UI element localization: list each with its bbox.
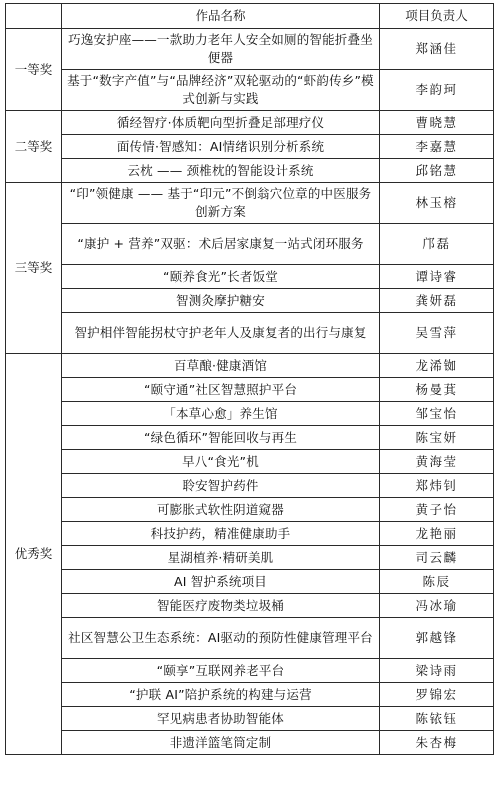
- project-title: 社区智慧公卫生态系统：AI驱动的预防性健康管理平台: [62, 618, 380, 659]
- project-title: “颐养食光”长者饭堂: [62, 265, 380, 289]
- project-title: 可膨胀式软性阴道窥器: [62, 498, 380, 522]
- table-row: [6, 159, 494, 183]
- table-row: [6, 224, 494, 265]
- project-title: 云枕 —— 颈椎枕的智能设计系统: [62, 159, 380, 183]
- header-title: 作品名称: [62, 4, 380, 29]
- project-owner: 龙艳丽: [380, 522, 494, 546]
- table-row: [6, 731, 494, 755]
- award-level-second: 二等奖: [6, 111, 62, 183]
- table-row: [6, 265, 494, 289]
- project-title: “印”领健康 —— 基于“印元”不倒翁穴位章的中医服务创新方案: [62, 183, 380, 224]
- project-owner: 陈辰: [380, 570, 494, 594]
- table-row: [6, 70, 494, 111]
- project-owner: 李嘉慧: [380, 135, 494, 159]
- project-title: “康护 + 营养”双驱：术后居家康复一站式闭环服务: [62, 224, 380, 265]
- project-owner: 梁诗雨: [380, 659, 494, 683]
- project-owner: 谭诗睿: [380, 265, 494, 289]
- table-row: [6, 135, 494, 159]
- table-row: [6, 289, 494, 313]
- project-owner: 陈宝妍: [380, 426, 494, 450]
- project-owner: 司云麟: [380, 546, 494, 570]
- project-owner: 曹晓慧: [380, 111, 494, 135]
- project-title: 非遗洋篮笔筒定制: [62, 731, 380, 755]
- table-row: [6, 474, 494, 498]
- table-row: [6, 354, 494, 378]
- project-title: “护联 AI”陪护系统的构建与运营: [62, 683, 380, 707]
- project-title: 智测灸摩护糖安: [62, 289, 380, 313]
- project-title: 巧逸安护座——一款助力老年人安全如厕的智能折叠坐便器: [62, 29, 380, 70]
- award-level-first: 一等奖: [6, 29, 62, 111]
- project-owner: 龚妍磊: [380, 289, 494, 313]
- table-row: [6, 707, 494, 731]
- award-level-third: 三等奖: [6, 183, 62, 354]
- project-owner: 冯冰瑜: [380, 594, 494, 618]
- project-title: 基于“数字产值”与“品牌经济”双轮驱动的“虾韵传乡”模式创新与实践: [62, 70, 380, 111]
- table-row: [6, 618, 494, 659]
- project-title: “颐享”互联网养老平台: [62, 659, 380, 683]
- table-row: [6, 522, 494, 546]
- project-owner: 陈铱钰: [380, 707, 494, 731]
- header-owner: 项目负责人: [380, 4, 494, 29]
- project-title: “绿色循环”智能回收与再生: [62, 426, 380, 450]
- project-title: 百草酿·健康酒馆: [62, 354, 380, 378]
- header-level: [6, 4, 62, 29]
- project-owner: 林玉榕: [380, 183, 494, 224]
- table-row: [6, 378, 494, 402]
- project-title: 循经智疗·体质靶向型折叠足部理疗仪: [62, 111, 380, 135]
- project-title: 「本草心愈」养生馆: [62, 402, 380, 426]
- project-title: 罕见病患者协助智能体: [62, 707, 380, 731]
- table-row: [6, 594, 494, 618]
- project-title: 科技护药，精准健康助手: [62, 522, 380, 546]
- project-owner: 邱铭慧: [380, 159, 494, 183]
- project-title: 早八“食光”机: [62, 450, 380, 474]
- project-owner: 邹宝怡: [380, 402, 494, 426]
- project-owner: 朱杏梅: [380, 731, 494, 755]
- project-owner: 郑炜钊: [380, 474, 494, 498]
- table-row: [6, 426, 494, 450]
- header-row: [6, 4, 494, 29]
- table-row: [6, 111, 494, 135]
- awards-table: [5, 3, 494, 755]
- table-row: [6, 683, 494, 707]
- table-row: [6, 546, 494, 570]
- project-title: 面传情·智感知：AI情绪识别分析系统: [62, 135, 380, 159]
- table-row: [6, 498, 494, 522]
- project-owner: 郭越锋: [380, 618, 494, 659]
- project-title: “颐守通”社区智慧照护平台: [62, 378, 380, 402]
- table-row: [6, 659, 494, 683]
- project-owner: 黄子怡: [380, 498, 494, 522]
- project-title: 聆安智护药件: [62, 474, 380, 498]
- project-title: 智能医疗废物类垃圾桶: [62, 594, 380, 618]
- project-owner: 李韵珂: [380, 70, 494, 111]
- project-owner: 罗锦宏: [380, 683, 494, 707]
- table-row: [6, 402, 494, 426]
- table-row: [6, 450, 494, 474]
- project-title: 智护相伴智能拐杖守护老年人及康复者的出行与康复: [62, 313, 380, 354]
- table-row: [6, 29, 494, 70]
- project-owner: 黄海莹: [380, 450, 494, 474]
- project-owner: 吴雪萍: [380, 313, 494, 354]
- table-row: [6, 183, 494, 224]
- project-owner: 杨曼萁: [380, 378, 494, 402]
- project-owner: 龙浠铷: [380, 354, 494, 378]
- table-row: [6, 570, 494, 594]
- project-owner: 郑涵佳: [380, 29, 494, 70]
- project-title: 星湖植养·精研美肌: [62, 546, 380, 570]
- table-row: [6, 313, 494, 354]
- award-level-excellence: 优秀奖: [6, 354, 62, 755]
- project-owner: 邝磊: [380, 224, 494, 265]
- project-title: AI 智护系统项目: [62, 570, 380, 594]
